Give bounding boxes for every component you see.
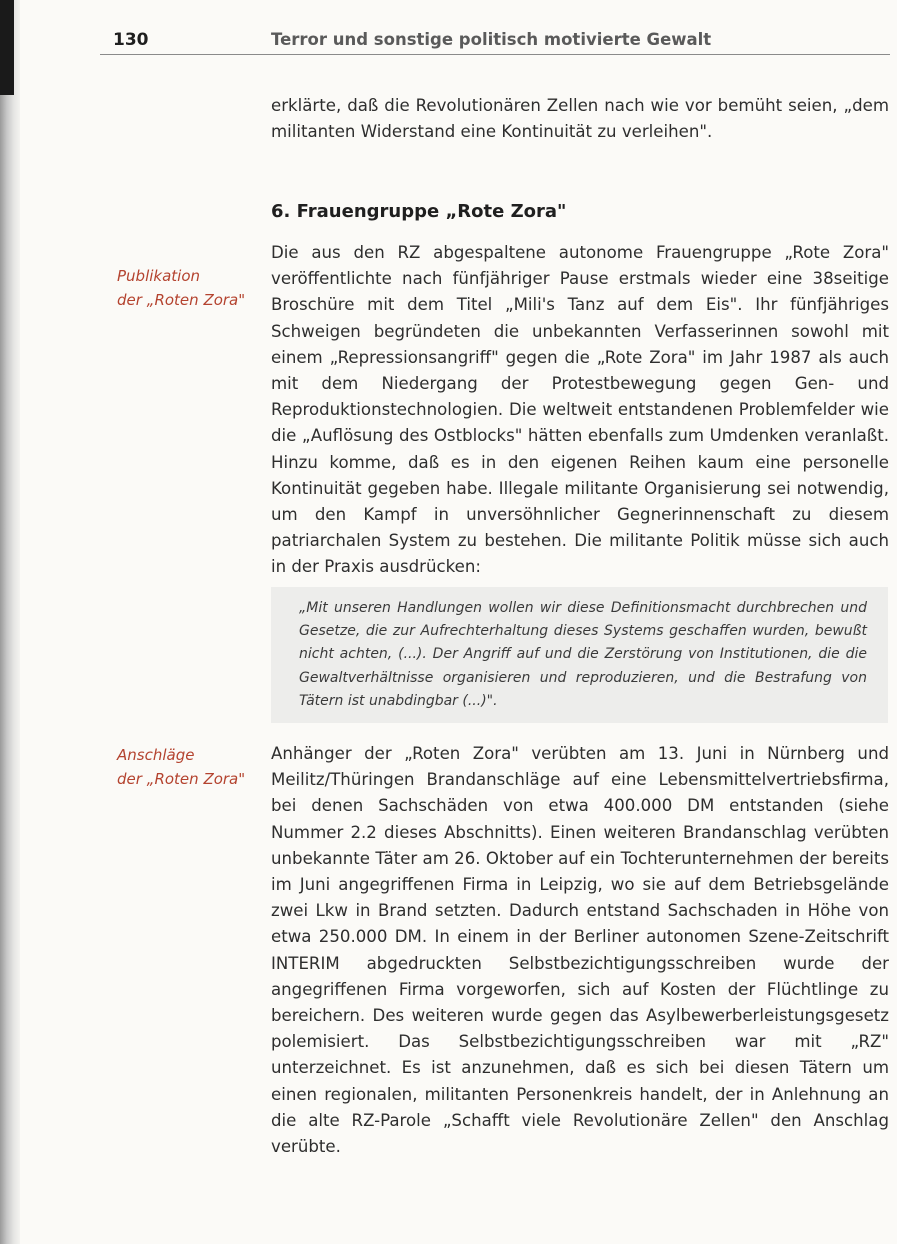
margin-note-line: Publikation xyxy=(117,267,201,285)
book-spine-edge xyxy=(0,0,14,95)
margin-note-publikation xyxy=(117,264,267,312)
block-quote: „Mit unseren Handlungen wollen wir diese Definitionsmacht durchbrechen und Gesetze, die zur Aufrechterhaltung dieses Systems geschaffen wurden, bewußt nicht achten, (...). Der Angriff auf und die Zerstörung von Institutionen, die die Gewaltverhältnisse organisieren und reproduzieren, und die Bestrafung von Tätern ist unabdingbar (...)". xyxy=(299,600,867,709)
section-heading: 6. Frauengruppe „Rote Zora" xyxy=(271,201,567,222)
margin-note-line: Anschläge xyxy=(117,746,195,764)
section-paragraph-1: Die aus den RZ abgespaltene autonome Frauengruppe „Rote Zora" veröffentlichte nach fünfjähriger Pause erstmals wieder eine 38seitige Broschüre mit dem Titel „Mili's Tanz auf dem Eis". Ihr fünfjähriges Schweigen begründeten die unbekannten Verfasserinnen sowohl mit einem „Repressionsangriff" gegen die „Rote Zora" im Jahr 1987 als auch mit dem Niedergang der Protestbewegung gegen Gen- und Reproduktionstechnologien. Die weltweit entstandenen Problemfelder wie die „Auflösung des Ostblocks" hätten ebenfalls zum Umdenken veranlaßt. Hinzu komme, daß es in den eigenen Reihen kaum eine personelle Kontinuität gegeben habe. Illegale militante Organisierung sei notwendig, um den Kampf in unversöhnlicher Gegnerinnenschaft zu diesem patriarchalen System zu bestehen. Die militante Politik müsse sich auch in der Praxis ausdrücken: xyxy=(271,243,889,577)
intro-paragraph: erklärte, daß die Revolutionären Zellen nach wie vor bemüht seien, „dem militanten Widerstand eine Kontinuität zu verleihen". xyxy=(271,96,889,142)
margin-note-anschlaege xyxy=(117,743,267,791)
header-divider xyxy=(100,54,890,55)
book-spine-shadow xyxy=(0,0,20,1244)
page-number: 130 xyxy=(113,30,149,50)
margin-note-line: der „Roten Zora" xyxy=(117,770,246,788)
margin-note-line: der „Roten Zora" xyxy=(117,291,246,309)
section-paragraph-2: Anhänger der „Roten Zora" verübten am 13. Juni in Nürnberg und Meilitz/Thüringen Brandanschläge auf eine Lebensmittelvertriebsfirma, bei denen Sachschäden von etwa 400.000 DM entstanden (siehe Nummer 2.2 dieses Abschnitts). Einen weiteren Brandanschlag verübten unbekannte Täter am 26. Oktober auf ein Tochterunternehmen der bereits im Juni angegriffenen Firma in Leipzig, wo sie auf dem Betriebsgelände zwei Lkw in Brand setzten. Dadurch entstand Sachschaden in Höhe von etwa 250.000 DM. In einem in der Berliner autonomen Szene-Zeitschrift INTERIM abgedruckten Selbstbezichtigungsschreiben wurde der angegriffenen Firma vorgeworfen, sich auf Kosten der Flüchtlinge zu bereichern. Des weiteren wurde gegen das Asylbewerberleistungsgesetz polemisiert. Das Selbstbezichtigungsschreiben war mit „RZ" unterzeichnet. Es ist anzunehmen, daß es sich bei diesen Tätern um einen regionalen, militanten Personenkreis handelt, der in Anlehnung an die alte RZ-Parole „Schafft viele Revolutionäre Zellen" den Anschlag verübte. xyxy=(271,744,889,1157)
running-header-title: Terror und sonstige politisch motivierte Gewalt xyxy=(271,30,712,49)
